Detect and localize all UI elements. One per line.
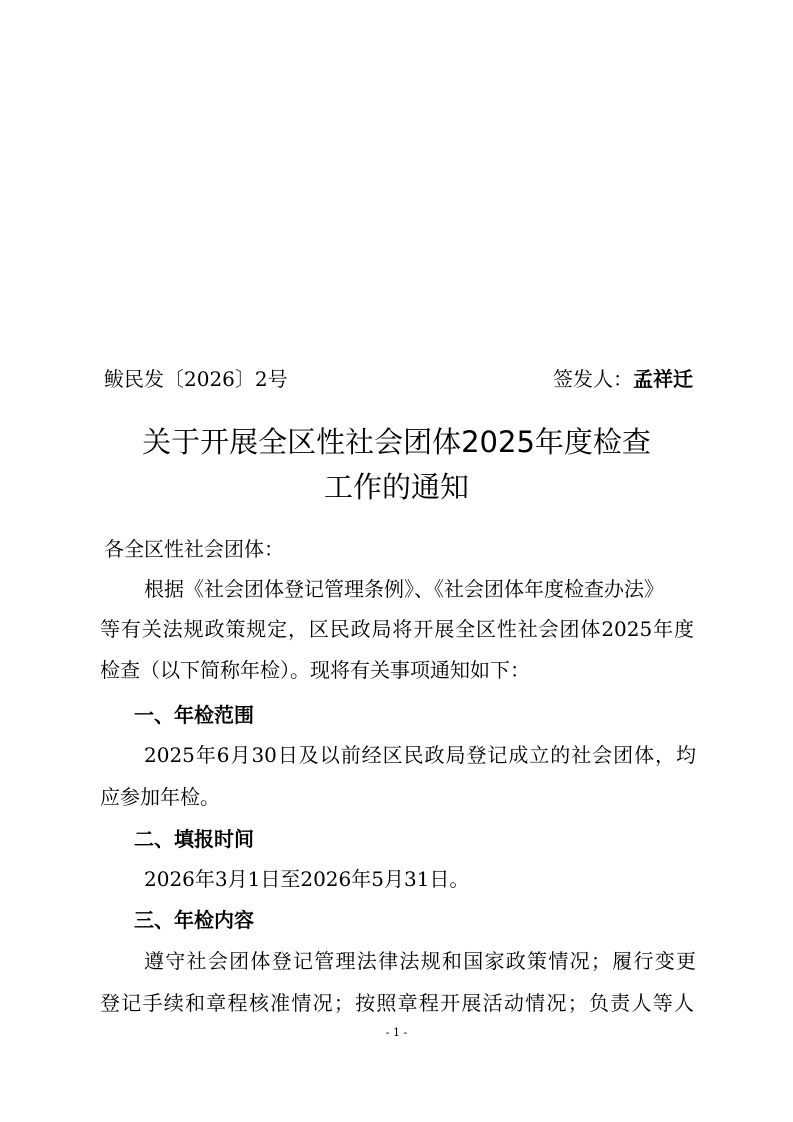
section-content-line-1: 遵守社会团体登记管理法律法规和国家政策情况；履行变更: [144, 949, 696, 973]
salutation: 各全区性社会团体：: [104, 537, 284, 561]
section-heading-scope: 一、年检范围: [134, 703, 254, 727]
intro-line-1: 根据《社会团体登记管理条例》、《社会团体年度检查办法》: [144, 577, 664, 601]
page-number: - 1 -: [385, 1026, 408, 1039]
section-time-line-1: 2026年3月1日至2026年5月31日。: [144, 867, 470, 891]
section-heading-time: 二、填报时间: [134, 827, 254, 851]
intro-line-3: 检查（以下简称年检）。现将有关事项通知如下：: [100, 658, 530, 682]
document-number: 鲅民发〔2026〕2号: [104, 367, 288, 391]
signer: [553, 366, 693, 392]
signer-name: 孟祥迁: [633, 367, 693, 391]
section-scope-line-2: 应参加年检。: [100, 785, 220, 809]
title-line-1: 关于开展全区性社会团体2025年度检查: [142, 425, 651, 459]
section-scope-line-1: 2025年6月30日及以前经区民政局登记成立的社会团体，均: [144, 743, 696, 767]
section-content-line-2: 登记手续和章程核准情况；按照章程开展活动情况；负责人等人: [100, 991, 694, 1015]
intro-line-2: 等有关法规政策规定，区民政局将开展全区性社会团体2025年度: [100, 617, 694, 641]
title-line-2: 工作的通知: [323, 470, 469, 504]
signer-label: 签发人：: [553, 367, 633, 391]
section-heading-content: 三、年检内容: [134, 908, 254, 932]
